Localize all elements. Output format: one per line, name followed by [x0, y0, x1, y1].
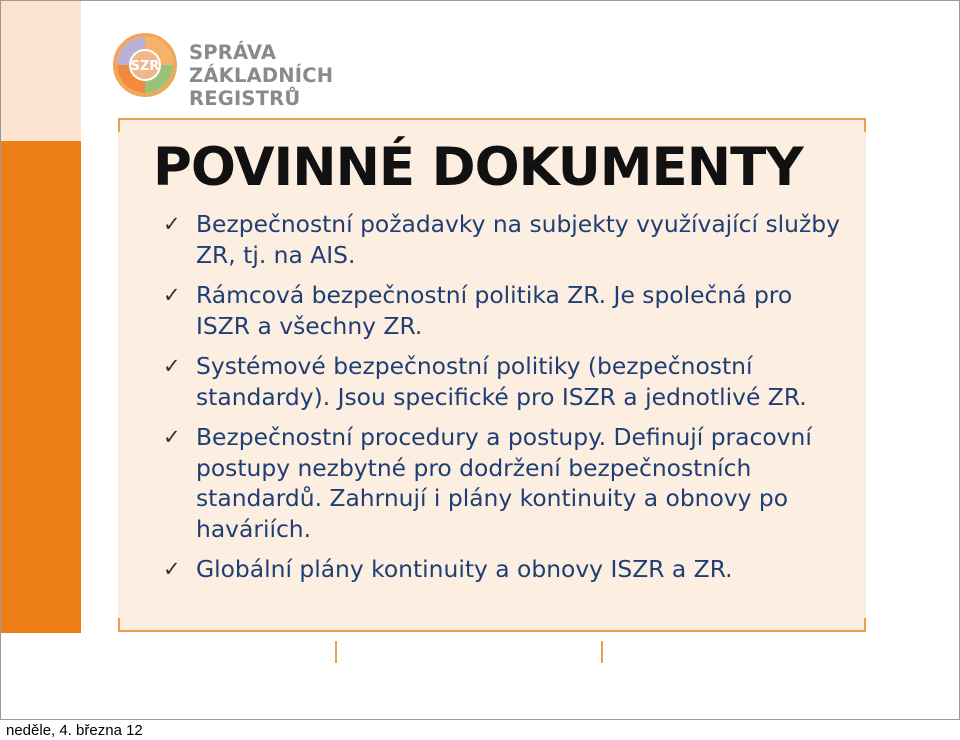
- logo-line-2: REGISTRŮ: [189, 87, 301, 110]
- panel-corner: [118, 118, 120, 132]
- panel-corner: [118, 618, 120, 632]
- szr-logo-icon: [113, 33, 177, 97]
- check-icon: ✓: [163, 283, 181, 307]
- divider-tick: [335, 641, 337, 663]
- list-item: [163, 422, 853, 544]
- bullet-text: Rámcová bezpečnostní politika ZR. Je společná pro ISZR a všechny ZR.: [196, 281, 793, 340]
- panel-corner: [864, 118, 866, 132]
- list-item: [163, 209, 853, 270]
- logo-wordmark: [189, 41, 413, 110]
- bullet-text: Bezpečnostní procedury a postupy. Definují pracovní postupy nezbytné pro dodržení bezpečnostních standardů. Zahrnují i plány kontinuity a obnovy po haváriích.: [196, 423, 812, 543]
- bullet-text: Bezpečnostní požadavky na subjekty využívající služby ZR, tj. na AIS.: [196, 210, 840, 269]
- szr-logo: [113, 33, 413, 110]
- check-icon: ✓: [163, 557, 181, 581]
- check-icon: ✓: [163, 212, 181, 236]
- bullet-text: Systémové bezpečnostní politiky (bezpečnostní standardy). Jsou specifické pro ISZR a jednotlivé ZR.: [196, 352, 807, 411]
- panel-corner: [864, 618, 866, 632]
- accent-strip-light: [1, 1, 81, 141]
- bullet-text: Globální plány kontinuity a obnovy ISZR a ZR.: [196, 555, 733, 583]
- slide-title: POVINNÉ DOKUMENTY: [153, 137, 803, 198]
- list-item: [163, 554, 853, 585]
- list-item: [163, 280, 853, 341]
- accent-strip-dark: [1, 141, 81, 633]
- footer-date: neděle, 4. března 12: [6, 722, 143, 739]
- list-item: [163, 351, 853, 412]
- footer-divider: [0, 719, 960, 720]
- check-icon: ✓: [163, 354, 181, 378]
- check-icon: ✓: [163, 425, 181, 449]
- bullet-list: [163, 209, 853, 595]
- logo-mark-text: SZR: [130, 59, 160, 74]
- divider-tick: [601, 641, 603, 663]
- logo-line-1: SPRÁVA ZÁKLADNÍCH: [189, 41, 334, 87]
